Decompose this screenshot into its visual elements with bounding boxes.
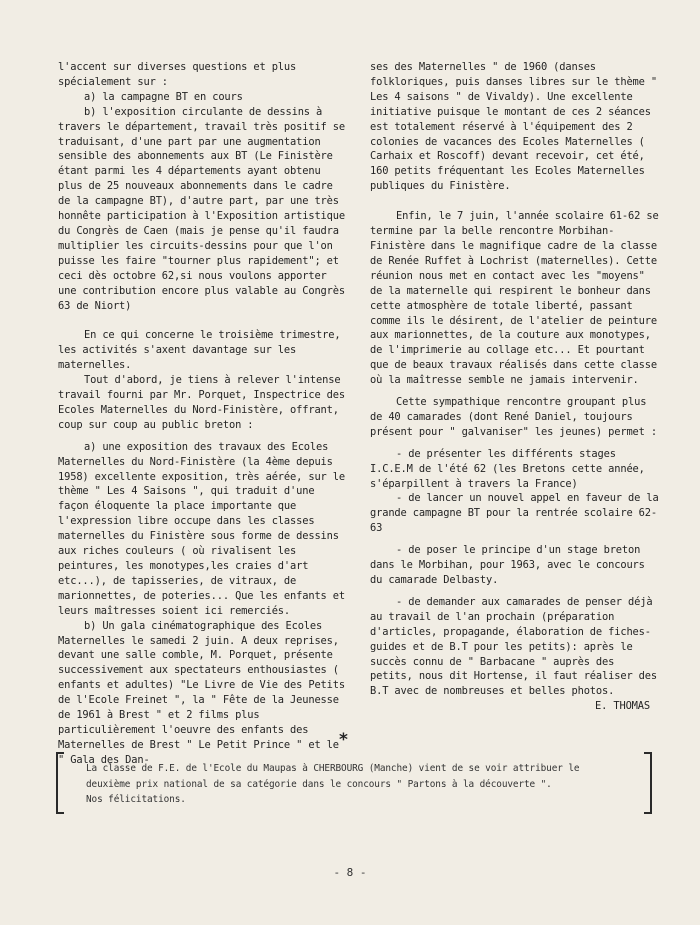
right-column — [370, 60, 662, 714]
notice-line-1: La classe de F.E. de l'Ecole du Maupas à CHERBOURG (Manche) vient de se voir attribuer le — [86, 763, 580, 774]
left-paragraph-intro: l'accent sur diverses questions et plus spécialement sur : — [58, 61, 297, 88]
notice-line-3: Nos félicitations. — [86, 794, 186, 805]
page-number: - 8 - — [333, 866, 367, 879]
left-item-a: a) la campagne BT en cours — [84, 90, 243, 103]
right-item-stages: - de présenter les différents stages I.C.E.M de l'été 62 (les Bretons cette année, s'éparpillent à travers la France) — [370, 447, 645, 490]
left-column — [58, 60, 348, 768]
asterisk-separator: * — [339, 730, 348, 750]
left-item-b: b) l'exposition circulante de dessins à travers le département, travail très positif se traduisant, d'une part par une augmentation sensible des abonnements aux BT (Le Finistère étant parmi les 4 départements ayant obtenu plus de 25 nouveaux abonnements dans le cadre de la campagne BT), d'autre part, par une très honnête participation à l'Exposition artistique du Congrès de Caen (mais je pense qu'il faudra multiplier les circuits-dessins pour que l'on puisse les faire "tourner plus rapidement"; et ceci dès octobre 62,si nous voulons apporter une contribution encore plus valable au Congrès 63 de Niort) — [58, 105, 345, 312]
right-paragraph-sympathique: Cette sympathique rencontre groupant plus de 40 camarades (dont René Daniel, toujours présent pour " galvaniser" les jeunes) permet : — [370, 396, 657, 438]
notice-box — [56, 752, 652, 814]
right-item-appel: - de lancer un nouvel appel en faveur de la grande campagne BT pour la rentrée scolaire 62-63 — [370, 492, 659, 535]
left-item-exposition: a) une exposition des travaux des Ecoles Maternelles du Nord-Finistère (la 4ème depuis 1958) excellente exposition, très aérée, sur le thème " Les 4 Saisons ", qui traduit d'une façon éloquente la place importante que l'expression libre occupe dans les classes maternelles du Finistère sous forme de dessins aux riches couleurs ( où rivalisent les peintures, les monotypes,les craies d'art etc...), de tapisseries, de vitraux, de marionnettes, de poteries... Que les enfants et leurs maîtresses soient ici remerciés. — [58, 440, 345, 617]
right-item-stage-breton: - de poser le principe d'un stage breton dans le Morbihan, pour 1963, avec le concours du camarade Delbasty. — [370, 544, 645, 586]
notice-text — [86, 761, 646, 808]
right-paragraph-rencontre: Enfin, le 7 juin, l'année scolaire 61-62 se termine par la belle rencontre Morbihan-Finistère dans le magnifique cadre de la classe de Renée Ruffet à Lochrist (maternelles). Cette réunion nous met en contact avec les "moyens" de la maternelle qui respirent le bonheur dans cette atmosphère de totale liberté, passant comme ils le désirent, de l'atelier de peinture aux marionnettes, de la couture aux monotypes, de l'imprimerie au collage etc... Et pourtant que de beaux travaux réalisés dans cette classe où la maîtresse semble ne jamais intervenir. — [370, 210, 659, 387]
left-item-gala: b) Un gala cinématographique des Ecoles Maternelles le samedi 2 juin. A deux reprises, devant une salle comble, M. Porquet, présente successivement aux spectateurs enthousiastes ( enfants et adultes) "Le Livre de Vie des Petits de l'Ecole Freinet ", la " Fête de la Jeunesse de 1961 à Brest " et 2 films plus particulièrement l'oeuvre des enfants des Maternelles de Brest " Le Petit Prince " et le " Gala des Dan- — [58, 619, 345, 766]
left-paragraph-third-term: En ce qui concerne le troisième trimestre, les activités s'axent davantage sur les maternelles. — [58, 329, 341, 372]
author-signature: E. THOMAS — [595, 700, 650, 713]
right-item-demander: - de demander aux camarades de penser déjà au travail de l'an prochain (préparation d'articles, propagande, élaboration de fiches-guides et de B.T pour les petits): après le succès connu de " Barbacane " auprès des petits, nous dit Hortense, il faut réaliser des B.T avec de nombreuses et belles photos. — [370, 595, 657, 698]
notice-line-2: deuxième prix national de sa catégorie dans le concours " Partons à la découverte ". — [86, 778, 552, 790]
left-paragraph-porquet: Tout d'abord, je tiens à relever l'intense travail fourni par Mr. Porquet, Inspectrice des Ecoles Maternelles du Nord-Finistère, offrant, coup sur coup au public breton : — [58, 374, 345, 431]
right-paragraph-continuation: ses des Maternelles " de 1960 (danses folkloriques, puis danses libres sur le thème " Les 4 saisons " de Vivaldy). Une excellente initiative puisque le montant de ces 2 séances est totalement réservé à l'équipement des 2 colonies de vacances des Ecoles Maternelles ( Carhaix et Roscoff) devant recevoir, cet été, 160 petits fréquentant les Ecoles Maternelles publiques du Finistère. — [370, 61, 657, 193]
left-bracket — [56, 752, 64, 814]
right-bracket — [644, 752, 652, 814]
